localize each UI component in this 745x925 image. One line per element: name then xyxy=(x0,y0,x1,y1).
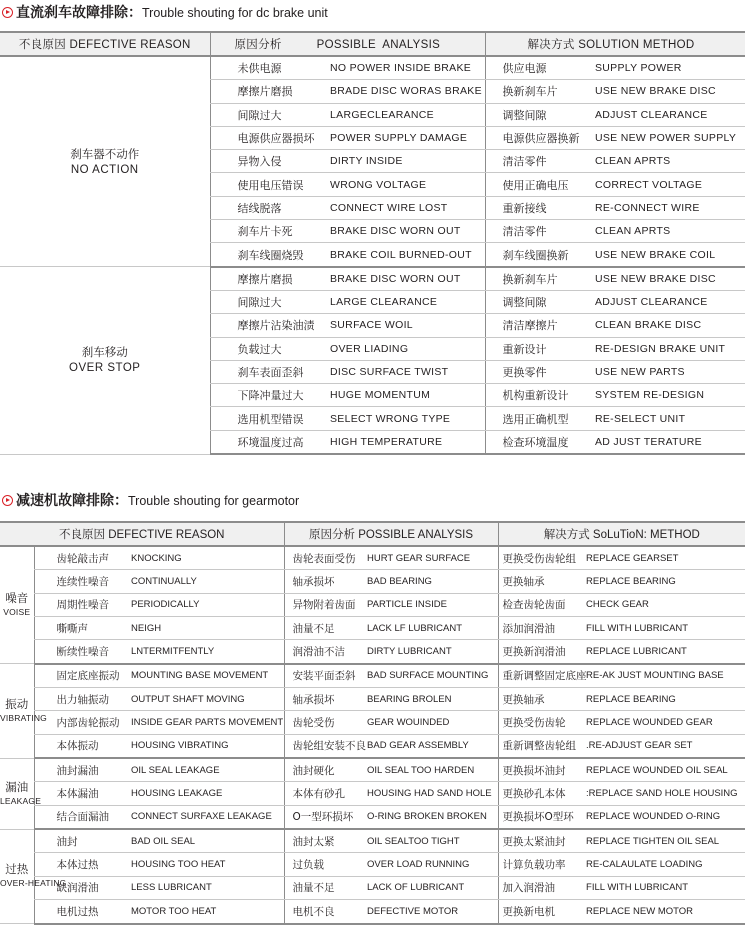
symptom-cn: 内部齿轮振动 xyxy=(34,711,129,734)
category-en: OVER-HEATING xyxy=(0,878,67,889)
analysis-en: HUGE MOMENTUM xyxy=(328,384,485,407)
analysis-cn: 下降冲量过大 xyxy=(210,384,328,407)
solution-en: USE NEW BRAKE DISC xyxy=(593,80,745,103)
solution-en: FILL WITH LUBRICANT xyxy=(584,617,745,640)
solution-cn: 更换轴承 xyxy=(498,688,584,711)
analysis-cn: 刹车表面歪斜 xyxy=(210,360,328,383)
symptom-cn: 嘶嘶声 xyxy=(34,617,129,640)
analysis-en: LARGECLEARANCE xyxy=(328,103,485,126)
analysis-cn: 油量不足 xyxy=(284,876,365,899)
analysis-en: BAD SURFACE MOUNTING xyxy=(365,664,498,688)
analysis-en: NO POWER INSIDE BRAKE xyxy=(328,56,485,80)
solution-en: ADJUST CLEARANCE xyxy=(593,103,745,126)
defect-reason-cn: 刹车器不动作 xyxy=(70,146,140,161)
solution-cn: 换新刹车片 xyxy=(485,267,593,291)
table-row xyxy=(0,640,745,664)
solution-en: REPLACE WOUNDED GEAR xyxy=(584,711,745,734)
section2-title-cn: 减速机故障排除： xyxy=(16,493,128,509)
solution-cn: 更换新电机 xyxy=(498,900,584,924)
category-en: LEAKAGE xyxy=(0,795,42,806)
section1-title-en: Trouble shouting for dc brake unit xyxy=(142,6,328,20)
category-cell xyxy=(0,546,34,664)
table-row xyxy=(0,593,745,616)
solution-cn: 更换损坏油封 xyxy=(498,758,584,782)
solution-cn: 更换轴承 xyxy=(498,570,584,593)
symptom-cn: 断续性噪音 xyxy=(34,640,129,664)
analysis-cn: 安装平面歪斜 xyxy=(284,664,365,688)
solution-en: USE NEW BRAKE DISC xyxy=(593,267,745,291)
solution-en: RE-CALAULATE LOADING xyxy=(584,853,745,876)
table-row xyxy=(0,546,745,570)
table-row xyxy=(0,876,745,899)
analysis-en: OVER LIADING xyxy=(328,337,485,360)
table-header xyxy=(0,32,745,56)
defect-reason-cell xyxy=(0,267,210,454)
category-cn: 噪音 xyxy=(5,591,29,606)
symptom-en: HOUSING VIBRATING xyxy=(129,734,284,758)
solution-en: RE-CONNECT WIRE xyxy=(593,196,745,219)
solution-en: REPLACE WOUNDED O-RING xyxy=(584,805,745,829)
symptom-en: PERIODICALLY xyxy=(129,593,284,616)
defect-reason-cn: 刹车移动 xyxy=(81,345,128,360)
symptom-cn: 结合面漏油 xyxy=(34,805,129,829)
table-row xyxy=(0,900,745,924)
symptom-cn: 油封漏油 xyxy=(34,758,129,782)
solution-en: USE NEW PARTS xyxy=(593,360,745,383)
solution-en: :REPLACE SAND HOLE HOUSING xyxy=(584,782,745,805)
analysis-en: OVER LOAD RUNNING xyxy=(365,853,498,876)
solution-cn: 清洁零件 xyxy=(485,150,593,173)
solution-en: SUPPLY POWER xyxy=(593,56,745,80)
solution-en: RE-DESIGN BRAKE UNIT xyxy=(593,337,745,360)
symptom-cn: 固定底座振动 xyxy=(34,664,129,688)
solution-en: .RE-ADJUST GEAR SET xyxy=(584,734,745,758)
analysis-cn: 摩擦片沾染油渍 xyxy=(210,314,328,337)
analysis-cn: 油量不足 xyxy=(284,617,365,640)
solution-en: CLEAN APRTS xyxy=(593,150,745,173)
analysis-en: DIRTY LUBRICANT xyxy=(365,640,498,664)
solution-cn: 换新刹车片 xyxy=(485,80,593,103)
analysis-cn: 异物附着齿面 xyxy=(284,593,365,616)
category-cn: 漏油 xyxy=(5,779,29,794)
table-row xyxy=(0,734,745,758)
analysis-en: POWER SUPPLY DAMAGE xyxy=(328,126,485,149)
symptom-cn: 本体过热 xyxy=(34,853,129,876)
analysis-cn: 轴承损坏 xyxy=(284,570,365,593)
analysis-cn: O一型环损坏 xyxy=(284,805,365,829)
analysis-en: OIL SEALTOO TIGHT xyxy=(365,829,498,853)
solution-cn: 更换受伤齿轮 xyxy=(498,711,584,734)
analysis-cn: 过负载 xyxy=(284,853,365,876)
analysis-en: BRAKE COIL BURNED-OUT xyxy=(328,243,485,267)
symptom-en: OUTPUT SHAFT MOVING xyxy=(129,688,284,711)
analysis-cn: 刹车片卡死 xyxy=(210,220,328,243)
analysis-en: OIL SEAL TOO HARDEN xyxy=(365,758,498,782)
play-circle-icon xyxy=(2,7,13,18)
symptom-cn: 本体振动 xyxy=(34,734,129,758)
solution-en: CLEAN APRTS xyxy=(593,220,745,243)
analysis-en: PARTICLE INSIDE xyxy=(365,593,498,616)
defect-reason-en: OVER STOP xyxy=(69,362,141,375)
solution-cn: 重新接线 xyxy=(485,196,593,219)
symptom-en: INSIDE GEAR PARTS MOVEMENT xyxy=(129,711,284,734)
analysis-en: BEARING BROLEN xyxy=(365,688,498,711)
symptom-cn: 出力轴振动 xyxy=(34,688,129,711)
table-row xyxy=(0,688,745,711)
analysis-cn: 异物入侵 xyxy=(210,150,328,173)
analysis-cn: 摩擦片磨损 xyxy=(210,267,328,291)
analysis-cn: 电源供应器损坏 xyxy=(210,126,328,149)
symptom-cn: 齿轮敲击声 xyxy=(34,546,129,570)
solution-en: RE-AK JUST MOUNTING BASE xyxy=(584,664,745,688)
category-cn: 振动 xyxy=(5,696,29,711)
symptom-en: CONTINUALLY xyxy=(129,570,284,593)
analysis-en: LACK OF LUBRICANT xyxy=(365,876,498,899)
symptom-en: KNOCKING xyxy=(129,546,284,570)
play-circle-icon xyxy=(2,495,13,506)
solution-cn: 调整间隙 xyxy=(485,103,593,126)
solution-cn: 检查环境温度 xyxy=(485,430,593,454)
analysis-cn: 负载过大 xyxy=(210,337,328,360)
symptom-cn: 周期性噪音 xyxy=(34,593,129,616)
analysis-en: BRAKE DISC WORN OUT xyxy=(328,267,485,291)
solution-en: USE NEW BRAKE COIL xyxy=(593,243,745,267)
analysis-cn: 摩擦片磨损 xyxy=(210,80,328,103)
analysis-en: HOUSING HAD SAND HOLE xyxy=(365,782,498,805)
solution-cn: 检查齿轮齿面 xyxy=(498,593,584,616)
solution-cn: 使用正确电压 xyxy=(485,173,593,196)
solution-en: REPLACE TIGHTEN OIL SEAL xyxy=(584,829,745,853)
analysis-cn: 间隙过大 xyxy=(210,103,328,126)
header-reason: 不良原因 DEFECTIVE REASON xyxy=(0,32,210,56)
analysis-cn: 结线脱落 xyxy=(210,196,328,219)
solution-en: REPLACE BEARING xyxy=(584,688,745,711)
defect-reason-cell xyxy=(0,56,210,267)
analysis-en: HIGH TEMPERATURE xyxy=(328,430,485,454)
gearmotor-troubleshooting-table xyxy=(0,521,745,925)
category-cell xyxy=(0,664,47,758)
header-solution: 解决方式 SoLuTioN: METHOD xyxy=(498,522,745,546)
table-row xyxy=(0,782,745,805)
analysis-cn: 选用机型错误 xyxy=(210,407,328,430)
analysis-en: BRAKE DISC WORN OUT xyxy=(328,220,485,243)
dc-brake-troubleshooting-table xyxy=(0,31,745,455)
analysis-en: HURT GEAR SURFACE xyxy=(365,546,498,570)
solution-cn: 清洁摩擦片 xyxy=(485,314,593,337)
solution-en: REPLACE LUBRICANT xyxy=(584,640,745,664)
category-en: VOISE xyxy=(3,607,31,618)
solution-cn: 更换太紧油封 xyxy=(498,829,584,853)
analysis-en: DIRTY INSIDE xyxy=(328,150,485,173)
header-analysis: 原因分析 POSSIBLE ANALYSIS xyxy=(210,32,485,56)
section2-title xyxy=(2,490,299,510)
analysis-en: BAD BEARING xyxy=(365,570,498,593)
symptom-en: CONNECT SURFAXE LEAKAGE xyxy=(129,805,284,829)
solution-en: REPLACE GEARSET xyxy=(584,546,745,570)
solution-en: ADJUST CLEARANCE xyxy=(593,290,745,313)
solution-en: CHECK GEAR xyxy=(584,593,745,616)
symptom-en: BAD OIL SEAL xyxy=(129,829,284,853)
solution-cn: 更换砂孔本体 xyxy=(498,782,584,805)
analysis-en: DEFECTIVE MOTOR xyxy=(365,900,498,924)
section2-title-en: Trouble shouting for gearmotor xyxy=(128,494,300,508)
symptom-cn: 油封 xyxy=(34,829,129,853)
solution-en: RE-SELECT UNIT xyxy=(593,407,745,430)
symptom-en: HOUSING LEAKAGE xyxy=(129,782,284,805)
symptom-en: LNTERMITFENTLY xyxy=(129,640,284,664)
solution-cn: 计算负载功率 xyxy=(498,853,584,876)
analysis-cn: 未供电源 xyxy=(210,56,328,80)
table-row xyxy=(0,664,745,688)
analysis-en: SURFACE WOIL xyxy=(328,314,485,337)
analysis-en: O-RING BROKEN BROKEN xyxy=(365,805,498,829)
solution-cn: 更换零件 xyxy=(485,360,593,383)
analysis-en: DISC SURFACE TWIST xyxy=(328,360,485,383)
analysis-cn: 齿轮组安装不良 xyxy=(284,734,365,758)
symptom-cn: 缺润滑油 xyxy=(34,876,129,899)
analysis-cn: 本体有砂孔 xyxy=(284,782,365,805)
symptom-en: MOUNTING BASE MOVEMENT xyxy=(129,664,284,688)
header-analysis: 原因分析 POSSIBLE ANALYSIS xyxy=(284,522,498,546)
category-en: VIBRATING xyxy=(0,712,47,723)
solution-en: USE NEW POWER SUPPLY xyxy=(593,126,745,149)
solution-en: REPLACE WOUNDED OIL SEAL xyxy=(584,758,745,782)
analysis-en: WRONG VOLTAGE xyxy=(328,173,485,196)
table-row xyxy=(0,758,745,782)
analysis-en: LARGE CLEARANCE xyxy=(328,290,485,313)
symptom-cn: 本体漏油 xyxy=(34,782,129,805)
symptom-cn: 连续性噪音 xyxy=(34,570,129,593)
symptom-en: OIL SEAL LEAKAGE xyxy=(129,758,284,782)
analysis-cn: 环境温度过高 xyxy=(210,430,328,454)
solution-cn: 重新设计 xyxy=(485,337,593,360)
solution-cn: 电源供应器换新 xyxy=(485,126,593,149)
table-row xyxy=(0,805,745,829)
table-row xyxy=(0,617,745,640)
solution-en: REPLACE BEARING xyxy=(584,570,745,593)
analysis-cn: 油封太紧 xyxy=(284,829,365,853)
analysis-cn: 使用电压错误 xyxy=(210,173,328,196)
section1-title xyxy=(2,2,328,22)
analysis-en: LACK LF LUBRICANT xyxy=(365,617,498,640)
analysis-cn: 齿轮表面受伤 xyxy=(284,546,365,570)
analysis-cn: 轴承损坏 xyxy=(284,688,365,711)
symptom-en: NEIGH xyxy=(129,617,284,640)
solution-en: CORRECT VOLTAGE xyxy=(593,173,745,196)
solution-cn: 供应电源 xyxy=(485,56,593,80)
solution-en: REPLACE NEW MOTOR xyxy=(584,900,745,924)
section1-title-cn: 直流刹车故障排除： xyxy=(16,5,142,21)
table-row xyxy=(0,267,745,291)
solution-cn: 刹车线圈换新 xyxy=(485,243,593,267)
solution-cn: 重新调整固定底座 xyxy=(498,664,584,688)
table-row xyxy=(0,853,745,876)
solution-cn: 更换新润滑油 xyxy=(498,640,584,664)
solution-en: AD JUST TERATURE xyxy=(593,430,745,454)
analysis-en: GEAR WOUINDED xyxy=(365,711,498,734)
category-cn: 过热 xyxy=(5,862,29,877)
solution-cn: 选用正确机型 xyxy=(485,407,593,430)
solution-cn: 添加润滑油 xyxy=(498,617,584,640)
symptom-en: HOUSING TOO HEAT xyxy=(129,853,284,876)
analysis-cn: 电机不良 xyxy=(284,900,365,924)
solution-cn: 清洁零件 xyxy=(485,220,593,243)
category-cell xyxy=(0,758,42,829)
analysis-cn: 刹车线圈烧毁 xyxy=(210,243,328,267)
table-row xyxy=(0,570,745,593)
solution-en: CLEAN BRAKE DISC xyxy=(593,314,745,337)
analysis-en: BAD GEAR ASSEMBLY xyxy=(365,734,498,758)
header-solution: 解决方式 SOLUTION METHOD xyxy=(485,32,745,56)
solution-cn: 更换受伤齿轮组 xyxy=(498,546,584,570)
solution-cn: 加入润滑油 xyxy=(498,876,584,899)
table-row xyxy=(0,829,745,853)
analysis-en: BRADE DISC WORAS BRAKE xyxy=(328,80,485,103)
solution-cn: 重新调整齿轮组 xyxy=(498,734,584,758)
symptom-cn: 电机过热 xyxy=(34,900,129,924)
symptom-en: MOTOR TOO HEAT xyxy=(129,900,284,924)
solution-cn: 更换损坏O型环 xyxy=(498,805,584,829)
analysis-cn: 齿轮受伤 xyxy=(284,711,365,734)
analysis-cn: 油封硬化 xyxy=(284,758,365,782)
analysis-cn: 润滑油不洁 xyxy=(284,640,365,664)
table-row xyxy=(0,711,745,734)
solution-en: SYSTEM RE-DESIGN xyxy=(593,384,745,407)
solution-en: FILL WITH LUBRICANT xyxy=(584,876,745,899)
analysis-en: CONNECT WIRE LOST xyxy=(328,196,485,219)
solution-cn: 机构重新设计 xyxy=(485,384,593,407)
solution-cn: 调整间隙 xyxy=(485,290,593,313)
analysis-en: SELECT WRONG TYPE xyxy=(328,407,485,430)
symptom-en: LESS LUBRICANT xyxy=(129,876,284,899)
defect-reason-en: NO ACTION xyxy=(70,163,139,176)
header-reason: 不良原因 DEFECTIVE REASON xyxy=(0,522,284,546)
table-header xyxy=(0,522,745,546)
table-row xyxy=(0,56,745,80)
analysis-cn: 间隙过大 xyxy=(210,290,328,313)
